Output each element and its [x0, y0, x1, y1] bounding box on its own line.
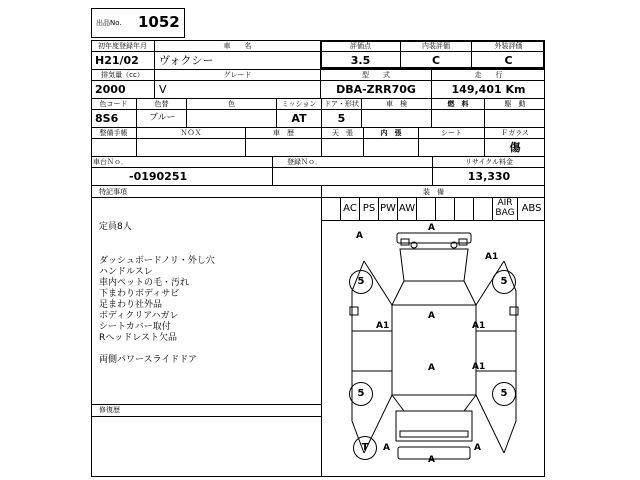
displacement-label: 排気量（cc）: [101, 71, 144, 79]
transmission-label: ミッション: [281, 100, 317, 108]
model-label: 型 式: [362, 71, 390, 79]
inspection-label: 車 検: [386, 100, 407, 108]
spare-tire: T: [353, 436, 377, 460]
mark-roof: A: [428, 311, 435, 321]
car-name-label: 車 名: [223, 42, 252, 50]
note-item: 車内ペットの毛・汚れ: [99, 278, 190, 288]
drive-label: 駆 動: [504, 100, 526, 108]
f-glass-label: Ｆガラス: [501, 129, 529, 137]
diagram-front-bumper: [397, 233, 471, 243]
capacity-text: 定員8人: [99, 222, 132, 232]
reg-year-value: H21/02: [95, 54, 139, 67]
front-right-tire: 5: [492, 270, 516, 294]
reg-no-label: 登録Ｎｏ．: [287, 158, 322, 166]
lot-box: [91, 8, 185, 38]
ceiling-label: 天 張: [332, 129, 353, 137]
score-value: 3.5: [350, 54, 371, 67]
front-left-tire: 5: [349, 270, 373, 294]
interior-value: C: [431, 54, 441, 67]
note-item: ハンドルスレ: [99, 267, 153, 277]
auction-sheet: [91, 0, 545, 480]
exterior-label: 外装評価: [494, 42, 523, 50]
color-value: ブルー: [149, 113, 176, 123]
mark-bottom-right: A: [474, 443, 481, 453]
note-item: 下まわりボディサビ: [99, 289, 180, 299]
color-label: 色: [228, 100, 235, 108]
fuel-label: 燃 料: [447, 100, 469, 108]
mark-front-right: A1: [485, 252, 499, 262]
mark-rear-center: A: [428, 363, 435, 373]
recycle-label: リサイクル料金: [464, 158, 514, 166]
grade-value: V: [159, 83, 167, 96]
mark-left-side: A1: [376, 321, 390, 331]
equipment-ps: PS: [362, 203, 376, 214]
note-item: シートカバー取付: [99, 322, 171, 332]
equipment-pw: PW: [380, 203, 396, 214]
mark-right-side: A1: [472, 321, 486, 331]
mark-bottom-left: A: [383, 443, 390, 453]
exterior-value: C: [504, 54, 513, 67]
mark-rear-right: A1: [472, 362, 486, 372]
color-change-label: 色替: [154, 100, 169, 108]
note-item: Rヘッドレスト欠品: [99, 333, 177, 343]
recycle-value: 13,330: [467, 170, 511, 183]
transmission-value: AT: [291, 112, 307, 125]
diagram-hood: [400, 249, 468, 281]
note-item: ボディクリアハガレ: [99, 311, 179, 321]
lot-label: 出品No.: [96, 19, 122, 27]
equipment-airbag: AIR BAG: [495, 198, 515, 218]
equipment-ac: AC: [343, 203, 357, 214]
displacement-value: 2000: [95, 83, 126, 96]
rear-right-tire: 5: [492, 382, 516, 406]
note-item: 足まわり社外品: [99, 300, 163, 310]
model-value: DBA-ZRR70G: [336, 83, 416, 96]
interior-label: 内装評価: [422, 42, 450, 50]
equipment-row: [321, 197, 545, 220]
notes-list: [99, 256, 215, 344]
equipment-abs: ABS: [521, 203, 542, 214]
nox-label: ＮＯＸ: [180, 129, 202, 137]
mileage-label: 走 行: [474, 71, 503, 79]
chassis-value: -0190251: [129, 170, 188, 183]
score-label: 評価点: [350, 42, 371, 50]
car-name-value: ヴォクシー: [159, 54, 214, 67]
reg-year-label: 初年度登録年月: [98, 42, 147, 50]
seat-label: シート: [441, 129, 462, 137]
note-item: ダッシュボードノリ・外し穴: [99, 256, 215, 266]
color-code-value: 8S6: [95, 112, 119, 125]
f-glass-value: 傷: [509, 141, 521, 154]
lot-number: 1052: [138, 13, 180, 31]
rear-left-tire: 5: [349, 382, 373, 406]
doors-label: ドア・形状: [324, 100, 359, 108]
repair-header: 修復歴: [99, 406, 120, 414]
color-code-label: 色コード: [99, 100, 128, 108]
interior-trim-label: 内 張: [380, 129, 402, 137]
mark-bottom-center: A: [428, 455, 435, 465]
mileage-value: 149,401 Km: [451, 83, 526, 96]
equipment-aw: AW: [398, 203, 416, 214]
chassis-label: 車台Ｎｏ．: [93, 158, 128, 166]
equipment-header: 装 備: [423, 188, 444, 196]
history-label: 車 歴: [273, 129, 294, 137]
notes-header: 特記事項: [99, 188, 127, 196]
note-extra: 両側パワースライドドア: [99, 355, 198, 365]
mark-front-top-left: A: [356, 231, 363, 241]
manual-label: 整備手帳: [99, 129, 128, 137]
grade-label: グレード: [223, 71, 252, 79]
doors-value: 5: [337, 112, 346, 125]
mark-front-top: A: [428, 223, 435, 233]
